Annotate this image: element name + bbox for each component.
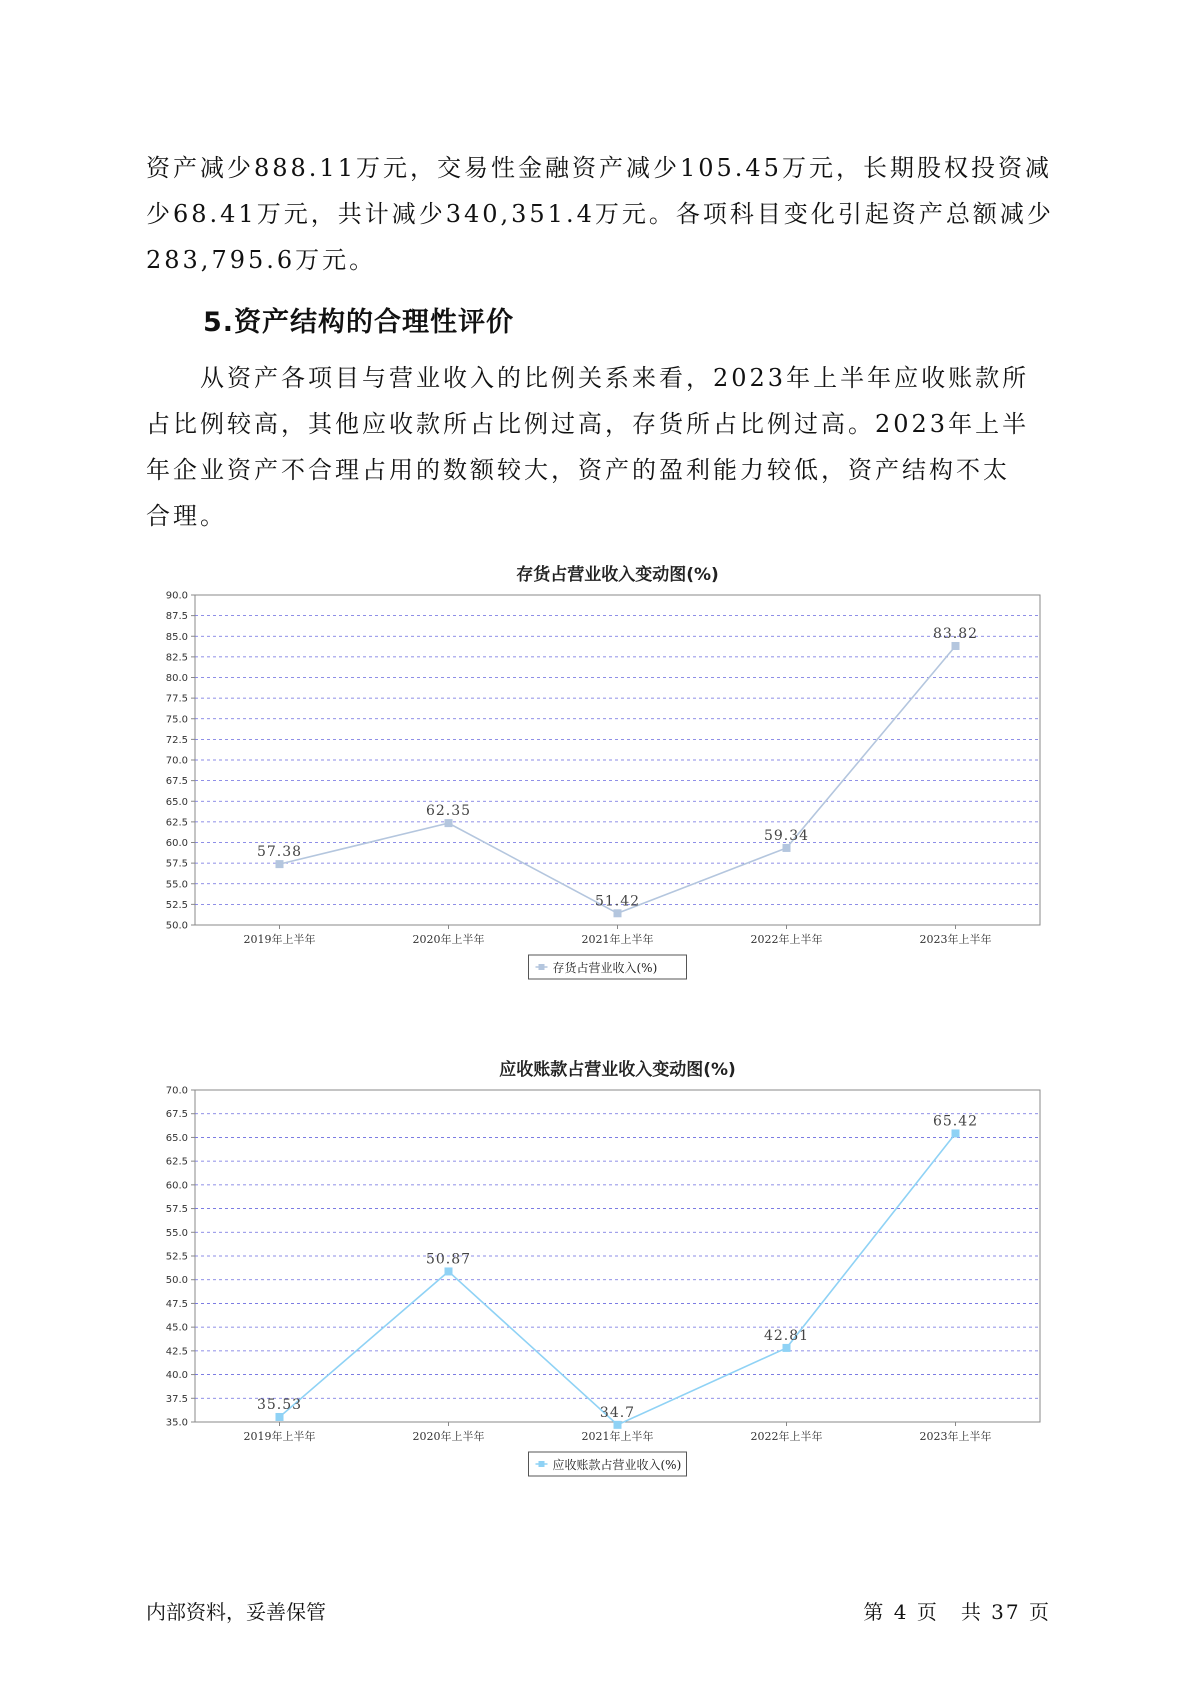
y-tick-label: 60.0 [165, 1180, 188, 1192]
data-point [783, 1344, 791, 1352]
y-tick-label: 70.0 [165, 1085, 188, 1097]
chart-title: 应收账款占营业收入变动图(%) [499, 1060, 736, 1080]
paragraph-line: 资产减少888.11万元，交易性金融资产减少105.45万元，长期股权投资减 [146, 154, 1052, 182]
y-tick-label: 62.5 [165, 1156, 188, 1168]
paragraph-line: 合理。 [146, 502, 227, 530]
x-tick-label: 2023年上半年 [919, 933, 992, 946]
y-tick-label: 65.0 [165, 1132, 188, 1144]
section-heading: 5.资产结构的合理性评价 [203, 307, 515, 338]
data-label: 34.7 [599, 1404, 636, 1421]
data-label: 59.34 [763, 827, 810, 844]
x-tick-label: 2019年上半年 [243, 933, 316, 946]
x-tick-label: 2020年上半年 [412, 1430, 485, 1443]
data-point [952, 1129, 960, 1137]
inventory-chart-svg [150, 560, 1045, 1015]
y-tick-label: 55.0 [165, 1227, 188, 1239]
paragraph-line: 283,795.6万元。 [146, 246, 377, 274]
y-tick-label: 67.5 [165, 776, 188, 788]
inventory-chart [150, 560, 1045, 1015]
y-tick-label: 77.5 [165, 693, 188, 705]
y-tick-label: 90.0 [165, 590, 188, 602]
y-tick-label: 82.5 [165, 652, 188, 664]
legend-label: 应收账款占营业收入(%) [552, 1458, 682, 1472]
y-tick-label: 55.0 [165, 879, 188, 891]
paragraph-line: 年企业资产不合理占用的数额较大，资产的盈利能力较低，资产结构不太 [146, 456, 1010, 484]
paragraph-line: 占比例较高，其他应收款所占比例过高，存货所占比例过高。2023年上半 [146, 410, 1030, 438]
y-tick-label: 50.0 [165, 1275, 188, 1287]
paragraph-line: 从资产各项目与营业收入的比例关系来看，2023年上半年应收账款所 [146, 364, 1030, 392]
chart-title: 存货占营业收入变动图(%) [516, 565, 719, 585]
y-tick-label: 62.5 [165, 817, 188, 829]
data-label: 83.82 [932, 625, 979, 642]
y-tick-label: 42.5 [165, 1346, 188, 1358]
y-tick-label: 40.0 [165, 1370, 188, 1382]
legend-marker [539, 964, 545, 970]
data-point [276, 1413, 284, 1421]
footer-confidential-note: 内部资料，妥善保管 [146, 1600, 326, 1624]
data-point [783, 844, 791, 852]
data-point [276, 860, 284, 868]
x-tick-label: 2021年上半年 [581, 1430, 654, 1443]
legend-marker [539, 1461, 545, 1467]
y-tick-label: 70.0 [165, 755, 188, 767]
y-tick-label: 60.0 [165, 838, 188, 849]
data-point [614, 1421, 622, 1429]
y-tick-label: 45.0 [165, 1322, 188, 1334]
data-label: 65.42 [932, 1113, 979, 1130]
data-label: 57.38 [256, 844, 303, 861]
y-tick-label: 80.0 [165, 673, 188, 684]
data-label: 50.87 [425, 1251, 472, 1268]
x-tick-label: 2019年上半年 [243, 1430, 316, 1443]
y-tick-label: 72.5 [165, 734, 188, 746]
y-tick-label: 67.5 [165, 1109, 188, 1121]
data-label: 62.35 [425, 803, 472, 820]
footer-page-number: 第 4 页 共 37 页 [863, 1600, 1051, 1624]
legend-label: 存货占营业收入(%) [552, 961, 658, 975]
receivables-chart [150, 1055, 1045, 1515]
y-tick-label: 47.5 [165, 1298, 188, 1310]
paragraph-structure-evaluation [146, 355, 1046, 539]
data-label: 51.42 [594, 893, 641, 910]
x-tick-label: 2020年上半年 [412, 933, 485, 946]
y-tick-label: 37.5 [165, 1393, 188, 1405]
y-tick-label: 52.5 [165, 899, 188, 911]
x-tick-label: 2023年上半年 [919, 1430, 992, 1443]
y-tick-label: 52.5 [165, 1251, 188, 1263]
y-tick-label: 57.5 [165, 858, 188, 870]
x-tick-label: 2022年上半年 [750, 1430, 823, 1443]
paragraph-line: 少68.41万元，共计减少340,351.4万元。各项科目变化引起资产总额减少 [146, 200, 1054, 228]
y-tick-label: 35.0 [165, 1417, 188, 1429]
y-tick-label: 50.0 [165, 920, 188, 932]
y-tick-label: 57.5 [165, 1204, 188, 1216]
data-label: 35.53 [256, 1396, 303, 1413]
data-point [614, 909, 622, 917]
receivables-chart-svg [150, 1055, 1045, 1515]
y-tick-label: 87.5 [165, 611, 188, 623]
data-point [445, 1267, 453, 1275]
y-tick-label: 85.0 [165, 631, 188, 643]
data-label: 42.81 [763, 1327, 810, 1344]
y-tick-label: 75.0 [165, 714, 188, 726]
data-point [445, 819, 453, 827]
x-tick-label: 2022年上半年 [750, 933, 823, 946]
x-tick-label: 2021年上半年 [581, 933, 654, 946]
data-point [952, 642, 960, 650]
paragraph-asset-decrease [146, 145, 1054, 283]
y-tick-label: 65.0 [165, 796, 188, 808]
